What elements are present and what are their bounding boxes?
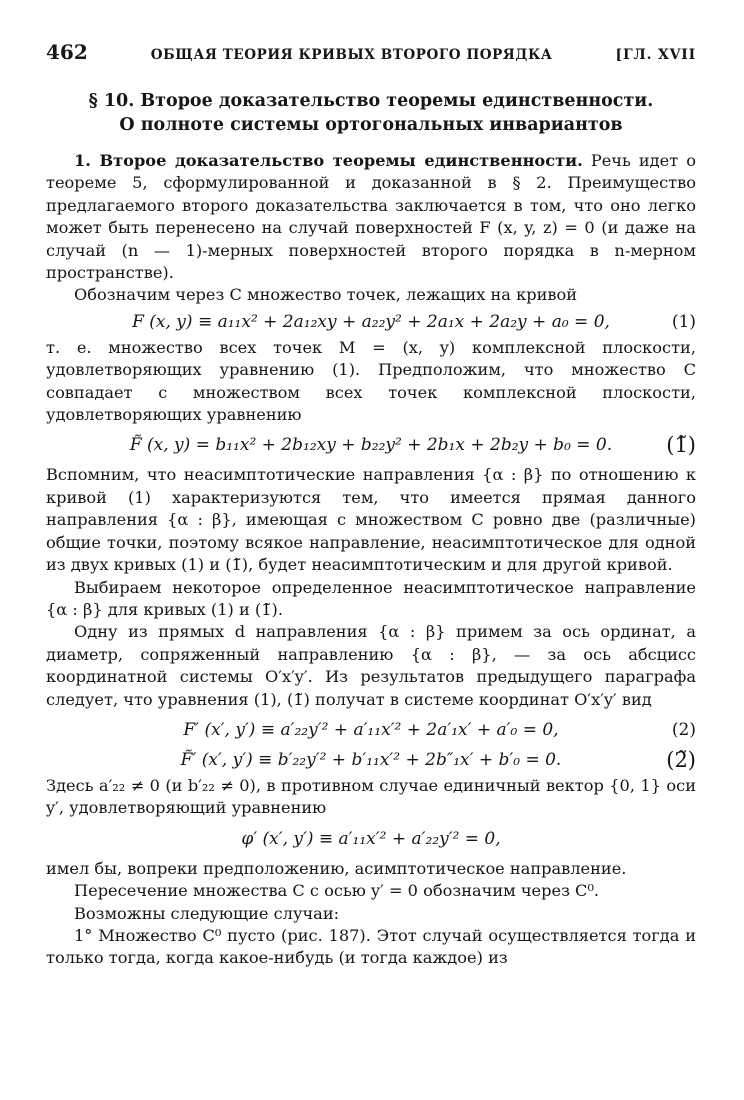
section-title-line1: § 10. Второе доказательство теоремы единственности. <box>88 91 654 111</box>
paragraph-8: имел бы, вопреки предположению, асимптотическое направление. <box>46 858 627 878</box>
equation-1-tilde <box>46 426 696 464</box>
equation-2-formula: F′ (x′, y′) ≡ a′₂₂y′² + a′₁₁x′² + 2a′₁x′ + a′₀ = 0, <box>183 719 559 740</box>
subsection-heading: 1. Второе доказательство теоремы единственности. <box>74 151 583 170</box>
running-header <box>46 40 696 80</box>
equation-2-tilde-formula: F̃′ (x′, y′) ≡ b′₂₂y′² + b′₁₁x′² + 2b″₁x′ + b′₀ = 0. <box>180 749 562 770</box>
section-title-line2: О полноте системы ортогональных инвариантов <box>119 115 623 135</box>
equation-2-tilde <box>46 745 696 775</box>
paragraph-2: Обозначим через C множество точек, лежащих на кривой <box>74 285 578 305</box>
book-page <box>46 40 696 970</box>
paragraph-6: Одну из прямых d направления {α : β} примем за ось ординат, а диаметр, сопряженный направлению {α : β}, — за ось абсцисс координатной системы O′x′y′. Из результатов предыдущего параграфа следует, что уравнения (1), (1̃) получат в системе координат O′x′y′ вид <box>46 622 696 709</box>
equation-3-formula: φ′ (x′, y′) ≡ a′₁₁x′² + a′₂₂y′² = 0, <box>241 828 501 849</box>
paragraph-3: т. е. множество всех точек M = (x, y) комплексной плоскости, удовлетворяющих уравнению (1). Предположим, что множество C совпадает с множеством всех точек комплексной плоскости, удовлетворяющих уравнению <box>46 337 696 425</box>
equation-2-tilde-number: (2̃) <box>666 747 696 772</box>
paragraph-11: 1° Множество C⁰ пусто (рис. 187). Этот случай осуществляется тогда и только тогда, когда какое-нибудь (и тогда каждое) из <box>46 925 696 968</box>
paragraph-4: Вспомним, что неасимптотические направления {α : β} по отношению к кривой (1) характеризуются тем, что имеется прямая данного направления {α : β}, имеющая с множеством C ровно две (различные) общие точки, поэтому всякое направление, неасимптотическое для одной из двух кривых (1) и (1̃), будет неасимптотическим и для другой кривой. <box>46 465 696 575</box>
equation-1-tilde-number: (1̃) <box>666 433 696 458</box>
page-number: 462 <box>46 40 88 64</box>
equation-1-tilde-formula: F̃ (x, y) = b₁₁x² + 2b₁₂xy + b₂₂y² + 2b₁x + 2b₂y + b₀ = 0. <box>129 435 613 456</box>
section-heading <box>46 89 696 137</box>
paragraph-1 <box>46 150 696 284</box>
equation-1-formula: F (x, y) ≡ a₁₁x² + 2a₁₂xy + a₂₂y² + 2a₁x + 2a₂y + a₀ = 0, <box>132 311 610 332</box>
paragraph-9: Пересечение множества C с осью y′ = 0 обозначим через C⁰. <box>74 881 600 901</box>
equation-2-number: (2) <box>671 719 696 740</box>
paragraph-7: Здесь a′₂₂ ≠ 0 (и b′₂₂ ≠ 0), в противном случае единичный вектор {0, 1} оси y′, удовлетворяющий уравнению <box>46 775 696 818</box>
paragraph-5: Выбираем некоторое определенное неасимптотическое направление {α : β} для кривых (1) и (1̃). <box>46 577 696 619</box>
equation-3 <box>46 820 696 858</box>
equation-2 <box>46 715 696 745</box>
paragraph-10: Возможны следующие случаи: <box>74 903 340 923</box>
equation-1-number: (1) <box>671 311 696 332</box>
equation-1 <box>46 307 696 337</box>
running-title: ОБЩАЯ ТЕОРИЯ КРИВЫХ ВТОРОГО ПОРЯДКА <box>150 47 553 63</box>
paragraph-1-body: Речь идет о теореме 5, сформулированной и доказанной в § 2. Преимущество предлагаемого второго доказательства заключается в том, что оно легко может быть перенесено на случай поверхностей F (x, y, z) = 0 (и даже на случай (n — 1)-мерных поверхностей второго порядка в n-мерном пространстве). <box>46 151 696 283</box>
chapter-label: [ГЛ. XVII <box>615 47 696 63</box>
